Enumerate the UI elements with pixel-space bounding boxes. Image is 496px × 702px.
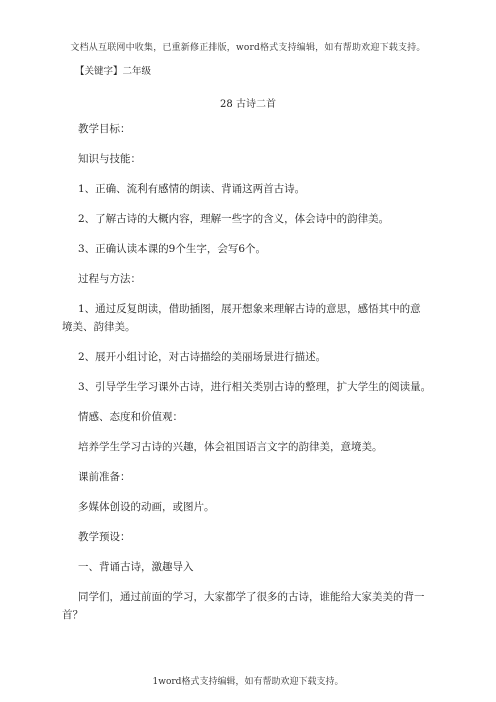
paragraph-item: 2、展开小组讨论，对古诗描绘的美丽场景进行描述。 bbox=[78, 351, 327, 363]
paragraph-preparation: 课前准备： bbox=[78, 471, 131, 483]
paragraph-item-continuation: 首？ bbox=[62, 609, 83, 621]
keyword-line: 【关键字】二年级 bbox=[75, 66, 152, 77]
footer-note: 1word格式支持编辑，如有帮助欢迎下载支持。 bbox=[152, 677, 344, 687]
paragraph-item: 多媒体创设的动画，或图片。 bbox=[78, 501, 215, 513]
paragraph-knowledge-skills: 知识与技能： bbox=[78, 153, 141, 165]
paragraph-teaching-goals: 教学目标： bbox=[78, 123, 131, 135]
paragraph-item-continuation: 境美、韵律美。 bbox=[62, 321, 136, 333]
paragraph-emotion-values: 情感、态度和价值观： bbox=[78, 411, 183, 423]
paragraph-section-heading: 一、背诵古诗，激趣导入 bbox=[78, 561, 194, 573]
paragraph-item: 3、正确认读本课的9个生字，会写6个。 bbox=[78, 243, 267, 255]
paragraph-item: 培养学生学习古诗的兴趣，体会祖国语言文字的韵律美，意境美。 bbox=[78, 441, 383, 453]
paragraph-item: 2、了解古诗的大概内容，理解一些字的含义，体会诗中的韵律美。 bbox=[78, 213, 390, 225]
paragraph-item: 1、正确、流利有感情的朗读、背诵这两首古诗。 bbox=[78, 183, 306, 195]
document-title: 28 古诗二首 bbox=[220, 99, 276, 110]
paragraph-teaching-plan: 教学预设： bbox=[78, 531, 131, 543]
paragraph-item: 1、通过反复朗读，借助插图，展开想象来理解古诗的意思，感悟其中的意 bbox=[78, 303, 421, 315]
paragraph-process-methods: 过程与方法： bbox=[78, 273, 141, 285]
paragraph-item: 3、引导学生学习课外古诗，进行相关类别古诗的整理，扩大学生的阅读量。 bbox=[78, 381, 432, 393]
paragraph-item: 同学们，通过前面的学习，大家都学了很多的古诗，谁能给大家美美的背一 bbox=[78, 591, 425, 603]
header-note: 文档从互联网中收集，已重新修正排版，word格式支持编辑，如有帮助欢迎下载支持。 bbox=[70, 43, 426, 53]
